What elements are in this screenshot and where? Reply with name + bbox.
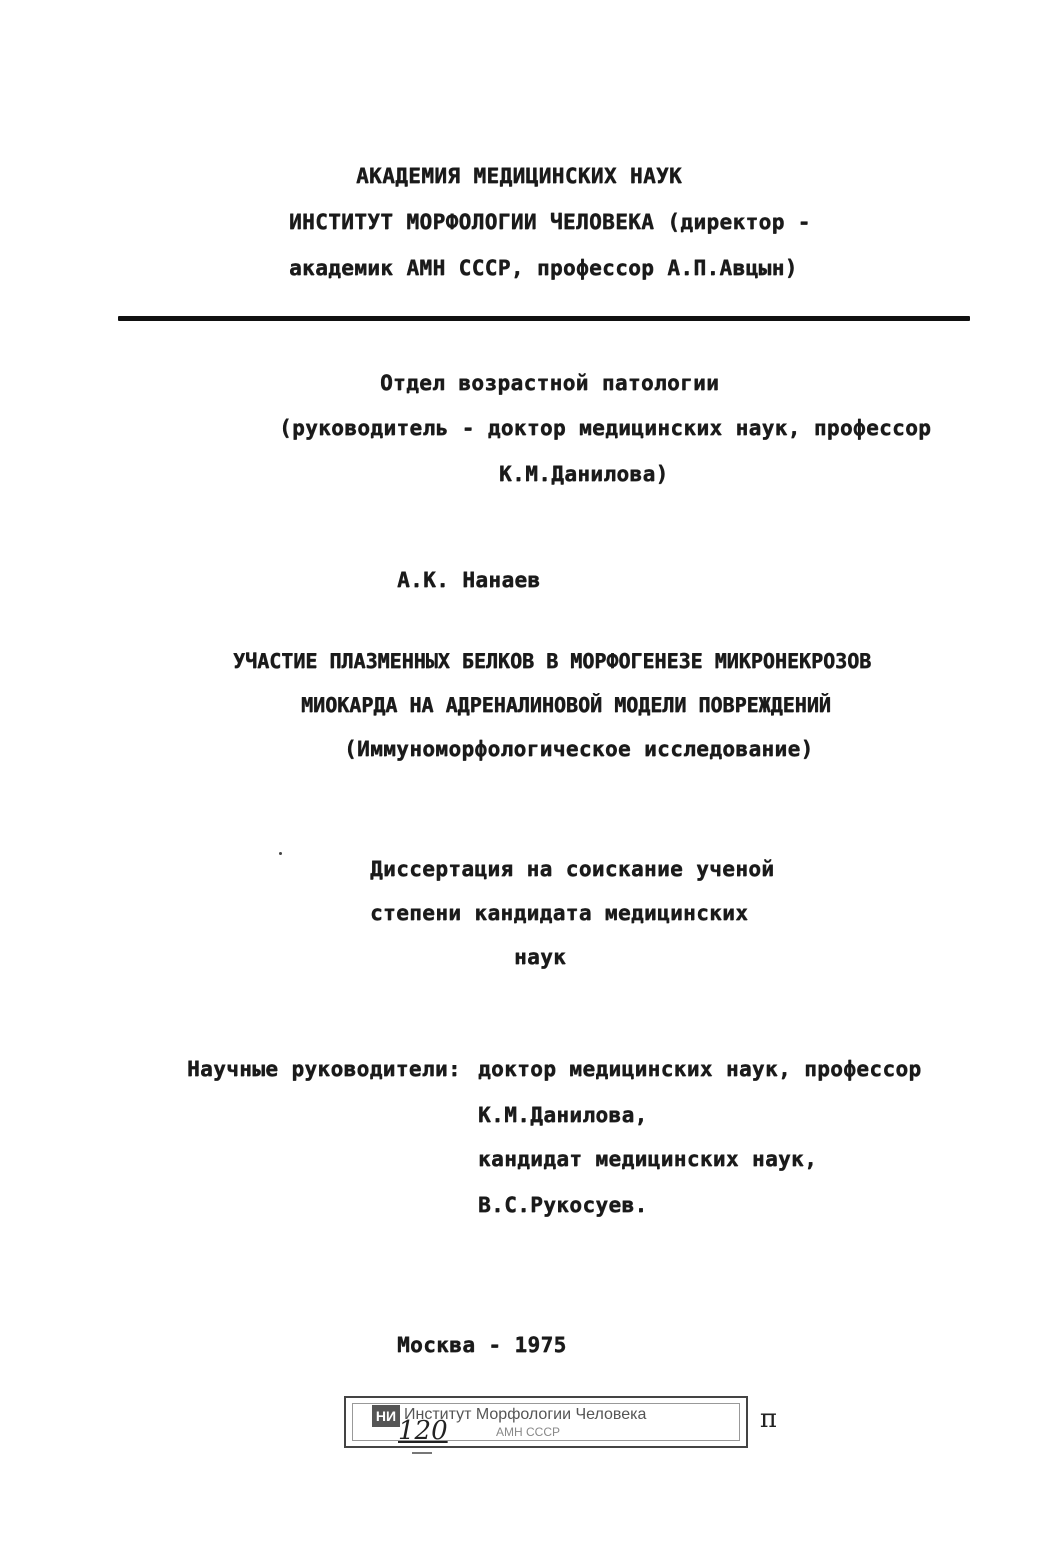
handwritten-mark: п — [760, 1404, 778, 1434]
department-name: Отдел возрастной патологии — [380, 371, 720, 395]
header-divider — [118, 316, 970, 321]
thesis-title-subtitle: (Иммуноморфологическое исследование) — [344, 737, 814, 761]
scan-speck — [279, 852, 282, 855]
supervisors-label: Научные руководители: — [187, 1057, 461, 1081]
supervisor-2-degree: кандидат медицинских наук, — [478, 1147, 818, 1171]
department-head-name: К.М.Данилова) — [499, 462, 669, 486]
dissertation-line2: степени кандидата медицинских — [370, 901, 749, 925]
header-director: академик АМН СССР, профессор А.П.Авцын) — [289, 256, 798, 280]
scan-speck — [412, 1452, 432, 1454]
stamp-academy: АМН СССР — [496, 1425, 561, 1439]
header-institute: ИНСТИТУТ МОРФОЛОГИИ ЧЕЛОВЕКА (директор - — [289, 210, 811, 234]
dissertation-line1: Диссертация на соискание ученой — [370, 857, 775, 881]
thesis-title-line1: УЧАСТИЕ ПЛАЗМЕННЫХ БЕЛКОВ В МОРФОГЕНЕЗЕ МИКРОНЕКРОЗОВ — [233, 649, 872, 673]
department-head: (руководитель - доктор медицинских наук, профессор — [279, 416, 932, 440]
supervisor-1-degree: доктор медицинских наук, профессор — [478, 1057, 922, 1081]
handwritten-inventory-number: 120 — [398, 1416, 448, 1446]
thesis-title-line2: МИОКАРДА НА АДРЕНАЛИНОВОЙ МОДЕЛИ ПОВРЕЖДЕНИЙ — [301, 693, 831, 717]
stamp-institute: Институт Морфологии Человека — [404, 1406, 647, 1423]
header-academy: АКАДЕМИЯ МЕДИЦИНСКИХ НАУК — [356, 164, 683, 188]
author-name: А.К. Нанаев — [397, 568, 541, 592]
supervisor-1-name: К.М.Данилова, — [478, 1103, 648, 1127]
dissertation-line3: наук — [514, 945, 567, 969]
supervisor-2-name: В.С.Рукосуев. — [478, 1193, 648, 1217]
place-and-year: Москва - 1975 — [397, 1333, 567, 1357]
stamp-logo: НИ — [372, 1405, 400, 1427]
